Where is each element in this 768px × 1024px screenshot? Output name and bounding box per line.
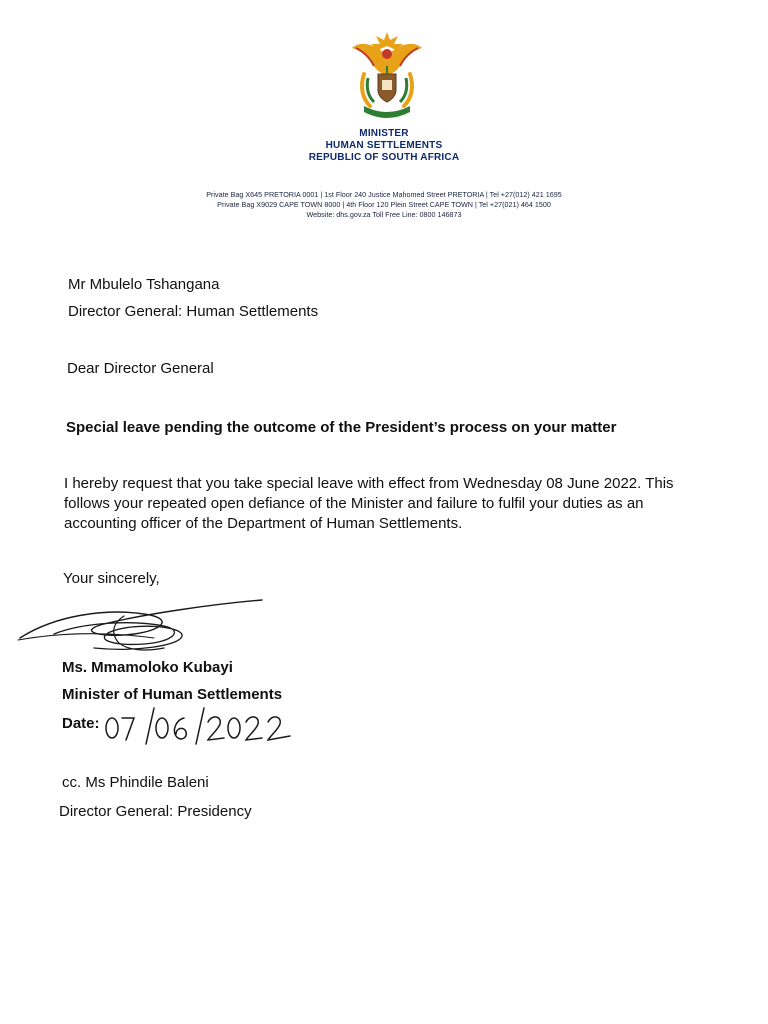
closing: Your sincerely, <box>63 570 160 587</box>
signatory-name: Ms. Mmamoloko Kubayi <box>62 659 233 676</box>
coat-of-arms-emblem <box>346 26 428 122</box>
subject-line: Special leave pending the outcome of the President’s process on your matter <box>66 419 617 436</box>
cc-title: Director General: Presidency <box>59 803 252 820</box>
letterhead-address-cape-town: Private Bag X9029 CAPE TOWN 8000 | 4th Floor 120 Plein Street CAPE TOWN | Tel +27(021) 464 1500 <box>217 200 551 209</box>
letterhead-website: Website: dhs.gov.za Toll Free Line: 0800 146873 <box>306 210 462 219</box>
recipient-name: Mr Mbulelo Tshangana <box>68 276 220 293</box>
cc-line: cc. Ms Phindile Baleni <box>62 774 209 791</box>
signatory-title: Minister of Human Settlements <box>62 686 283 703</box>
letterhead-title-minister: MINISTER <box>359 128 409 139</box>
recipient-title: Director General: Human Settlements <box>68 303 319 320</box>
handwritten-date <box>102 706 302 746</box>
date-label: Date: <box>62 715 100 732</box>
salutation: Dear Director General <box>67 360 214 377</box>
body-paragraph: I hereby request that you take special leave with effect from Wednesday 08 June 2022. This follows your repeated open defiance of the Minister and failure to fulfil your duties as an accounting officer of the Department of Human Settlements. <box>64 475 674 532</box>
letterhead-title-country: REPUBLIC OF SOUTH AFRICA <box>308 152 460 163</box>
letterhead-address-pretoria: Private Bag X645 PRETORIA 0001 | 1st Floor 240 Justice Mahomed Street PRETORIA | Tel +27(012) 421 1695 <box>206 190 562 199</box>
handwritten-signature <box>14 586 274 666</box>
letterhead-title-department: HUMAN SETTLEMENTS <box>325 140 443 151</box>
